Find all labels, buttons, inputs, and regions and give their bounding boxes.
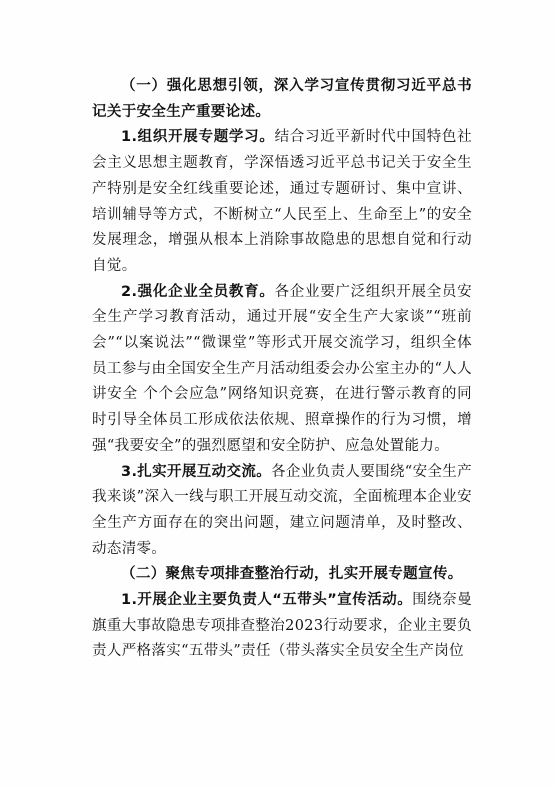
paragraph-1-2-body: 各企业要广泛组织开展全员安全生产学习教育活动，通过开展“安全生产大家谈”“班前会”“以案说法”“微课堂”等形式开展交流学习，组织全体员工参与由全国安全生产月活动组委会办公室主办的“人人讲安全 个个会应急”网络知识竞赛，在进行警示教育的同时引导全体员工形成依法依规、照章操作的行为习惯，增强“我要安全”的强烈愿望和安全防护、应急处置能力。: [92, 283, 472, 454]
paragraph-2-1: [92, 588, 472, 665]
section-heading-1: [92, 74, 472, 125]
section-heading-2-text: （二）聚焦专项排查整治行动，扎实开展专题宣传。: [121, 566, 463, 583]
paragraph-1-2: [92, 280, 472, 460]
paragraph-1-1-body: 结合习近平新时代中国特色社会主义思想主题教育，学深悟透习近平总书记关于安全生产特别是安全红线重要论述，通过专题研讨、集中宣讲、培训辅导等方式，不断树立“人民至上、生命至上”的安全发展理念，增强从根本上消除事故隐患的思想自觉和行动自觉。: [92, 129, 472, 274]
section-heading-1-text: （一）强化思想引领，深入学习宣传贯彻习近平总书记关于安全生产重要论述。: [92, 78, 472, 120]
paragraph-1-1-lead: 1.组织开展专题学习。: [121, 129, 275, 146]
paragraph-2-1-lead: 1.开展企业主要负责人“五带头”宣传活动。: [121, 592, 413, 609]
paragraph-2-1-body: 围绕奈曼旗重大事故隐患专项排查整治2023行动要求，企业主要负责人严格落实“五带头”责任（带头落实全员安全生产岗位: [92, 592, 472, 660]
paragraph-1-1: [92, 125, 472, 279]
paragraph-1-3-lead: 3.扎实开展互动交流。: [121, 463, 272, 480]
section-heading-2: [92, 562, 472, 588]
paragraph-1-3-body: 各企业负责人要围绕“安全生产我来谈”深入一线与职工开展互动交流，全面梳理本企业安全生产方面存在的突出问题，建立问题清单，及时整改、动态清零。: [92, 463, 473, 557]
paragraph-1-3: [92, 460, 472, 563]
document-body: [92, 74, 472, 665]
paragraph-1-2-lead: 2.强化企业全员教育。: [121, 283, 275, 300]
